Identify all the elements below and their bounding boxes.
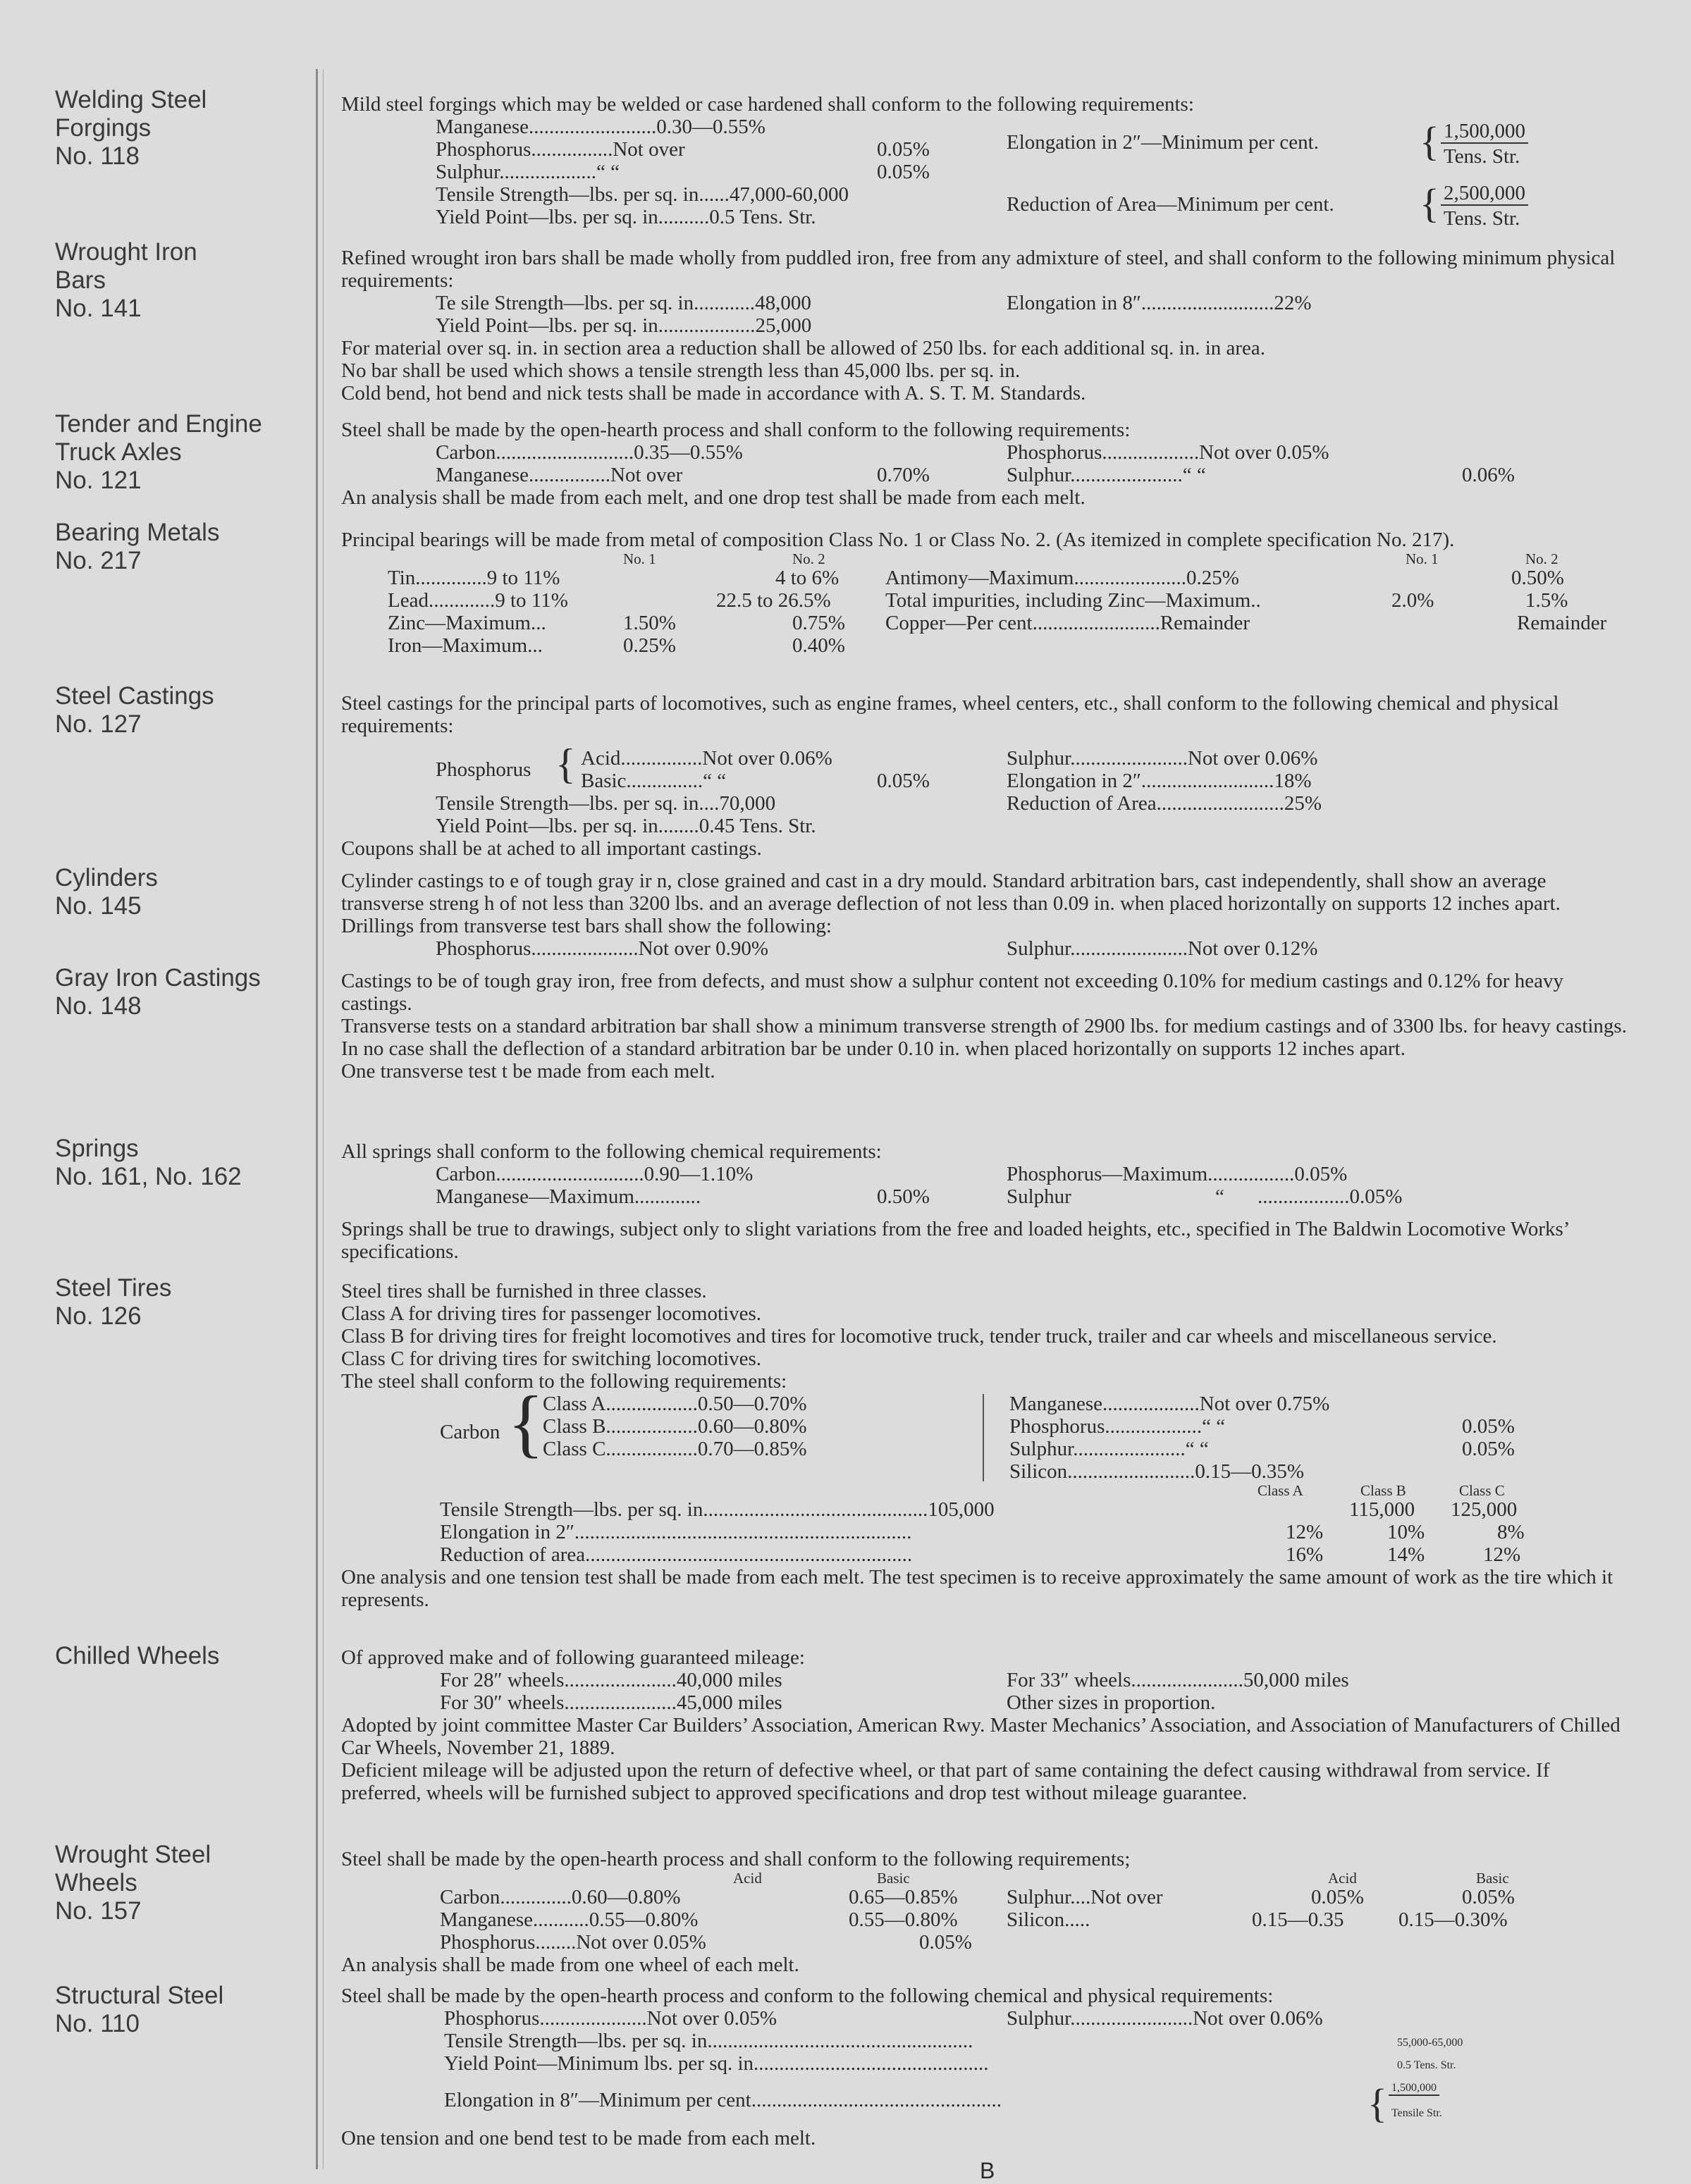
spec-silicon: Silicon.........................0.15—0.35% — [1009, 1460, 1305, 1483]
spec-yield: Yield Point—lbs. per sq. in...................25,000 — [436, 314, 812, 337]
section-label — [55, 682, 309, 739]
spec-copper: Copper—Per cent.........................Remainder — [885, 612, 1250, 634]
label-line: Truck Axles — [55, 438, 182, 466]
note-line: Class C for driving tires for switching locomotives. — [341, 1347, 762, 1370]
spec-sulphur: Sulphur — [1007, 1185, 1071, 1208]
label-line: Forgings — [55, 114, 152, 142]
section-label — [55, 1642, 309, 1670]
label-line: Cylinders — [55, 864, 158, 892]
spec-sulphur-value: 0.05% — [877, 161, 930, 183]
note-line: Coupons shall be at ached to all important castings. — [341, 837, 762, 860]
label-line: Wheels — [55, 1869, 137, 1896]
spec-tensile: Te sile Strength—lbs. per sq. in............48,000 — [436, 292, 811, 314]
spec-tin: Tin..............9 to 11% — [388, 567, 560, 589]
intro-text: Steel shall be made by the open-hearth process and conform to the following chemical and physical requirements: — [341, 1985, 1274, 2007]
spec-sulphur: Sulphur.......................Not over 0.12% — [1007, 937, 1318, 960]
fraction-numerator: 2,500,000 — [1441, 182, 1528, 206]
col-header-no2-right: No. 2 — [1525, 550, 1558, 567]
spec-lead: Lead.............9 to 11% — [388, 589, 568, 612]
intro-text: All springs shall conform to the following chemical requirements: — [341, 1140, 882, 1163]
intro-text: Steel shall be made by the open-hearth process and shall conform to the following requirements: — [341, 419, 1131, 441]
label-line: No. 118 — [55, 142, 140, 170]
col-header-class-b: Class B — [1360, 1482, 1406, 1499]
note-line: For material over sq. in. in section area a reduction shall be allowed of 250 lbs. for each additional sq. in. in area. — [341, 337, 1266, 359]
spec-reduction-class-b: 14% — [1387, 1543, 1425, 1566]
label-line: Welding Steel — [55, 86, 207, 113]
spec-elongation-class-a: 12% — [1286, 1521, 1324, 1543]
spec-class-c: Class C..................0.70—0.85% — [543, 1438, 807, 1460]
spec-phosphorus: Phosphorus................Not over — [436, 138, 685, 161]
spec-iron: Iron—Maximum... — [388, 634, 543, 657]
col-header-no2: No. 2 — [792, 550, 825, 567]
section-label — [55, 1841, 309, 1925]
note-line: The steel shall conform to the following requirements: — [341, 1370, 787, 1393]
label-line: Wrought Steel — [55, 1841, 211, 1868]
brace: { — [555, 741, 576, 787]
spec-sulphur: Sulphur.......................Not over 0.06% — [1007, 747, 1318, 770]
note-line: Steel tires shall be furnished in three classes. — [341, 1280, 707, 1302]
col-header-basic: Basic — [877, 1870, 910, 1887]
spec-carbon: Carbon..............0.60—0.80% — [440, 1886, 681, 1908]
spec-yield: Yield Point—lbs. per sq. in..........0.5 Tens. Str. — [436, 206, 816, 228]
spec-yield-value: 0.5 Tens. Str. — [1397, 2059, 1456, 2071]
spec-basic: Basic...............“ “ — [581, 770, 727, 792]
section-label — [55, 864, 309, 920]
spec-yield: Yield Point—lbs. per sq. in........0.45 Tens. Str. — [436, 815, 816, 837]
note-line: Cold bend, hot bend and nick tests shall be made in accordance with A. S. T. M. Standards. — [341, 382, 1086, 405]
spec-lead-no2: 22.5 to 26.5% — [716, 589, 831, 612]
note-line: Springs shall be true to drawings, subject only to slight variations from the free and loaded heights, etc., specified in The Baldwin Locomotive Works’ specifications. — [341, 1218, 1569, 1263]
intro-text: Steel shall be made by the open-hearth process and shall conform to the following requirements; — [341, 1848, 1131, 1870]
spec-zinc: Zinc—Maximum... — [388, 612, 546, 634]
spec-iron-no2: 0.40% — [792, 634, 845, 657]
fraction-numerator: 1,500,000 — [1389, 2082, 1439, 2096]
label-line: Bars — [55, 266, 106, 294]
spec-sulphur-acid: 0.05% — [1311, 1886, 1364, 1908]
spec-carbon: Carbon — [440, 1421, 500, 1443]
spec-sulphur: Sulphur....Not over — [1007, 1886, 1163, 1908]
label-line: Tender and Engine — [55, 410, 262, 438]
spec-antimony: Antimony—Maximum......................0.25% — [885, 567, 1239, 589]
label-line: No. 148 — [55, 992, 142, 1020]
spec-phosphorus: Phosphorus...................“ “ — [1009, 1415, 1226, 1438]
spec-copper-no2: Remainder — [1517, 612, 1607, 634]
spec-impurities-no1: 2.0% — [1391, 589, 1434, 612]
spec-tensile: Tensile Strength—lbs. per sq. in.................................................... — [444, 2030, 973, 2052]
spec-carbon: Carbon.............................0.90—1.10% — [436, 1163, 754, 1185]
spec-tensile: Tensile Strength—lbs. per sq. in............................................105,000 — [440, 1498, 995, 1521]
label-line: No. 110 — [55, 2010, 140, 2037]
spec-phosphorus: Phosphorus...................Not over 0.05% — [1007, 441, 1329, 464]
spec-manganese: Manganese—Maximum............. — [436, 1185, 701, 1208]
spec-tensile-class-b: 115,000 — [1349, 1498, 1415, 1521]
spec-silicon-acid: 0.15—0.35 — [1252, 1908, 1344, 1931]
col-header-class-a: Class A — [1258, 1482, 1303, 1499]
spec-sulphur-value: 0.06% — [1462, 464, 1515, 486]
label-line: Chilled Wheels — [55, 1642, 220, 1670]
spec-reduction: Reduction of area................................................................ — [440, 1543, 913, 1566]
spec-30-wheels: For 30″ wheels......................45,000 miles — [440, 1691, 782, 1714]
spec-silicon-basic: 0.15—0.30% — [1398, 1908, 1508, 1931]
note-line: In no case shall the deflection of a standard arbitration bar be under 0.10 in. when placed horizontally on supports 12 inches apart. — [341, 1037, 1406, 1060]
note-line: Class B for driving tires for freight locomotives and tires for locomotive truck, tender truck, trailer and car wheels and miscellaneous service. — [341, 1325, 1497, 1347]
brace: { — [508, 1381, 544, 1465]
spec-silicon: Silicon..... — [1007, 1908, 1090, 1931]
note-line: One transverse test t be made from each melt. — [341, 1060, 715, 1082]
col-header-acid: Acid — [733, 1870, 762, 1887]
spec-impurities: Total impurities, including Zinc—Maximum.. — [885, 589, 1261, 612]
fraction-denominator: Tens. Str. — [1444, 145, 1520, 168]
spec-sulphur-ditto: “ — [1215, 1185, 1224, 1208]
spec-class-b: Class B..................0.60—0.80% — [543, 1415, 807, 1438]
col-header-no1-right: No. 1 — [1406, 550, 1439, 567]
label-line: No. 127 — [55, 710, 142, 738]
spec-iron-no1: 0.25% — [623, 634, 676, 657]
note-line: Castings to be of tough gray iron, free from defects, and must show a sulphur content not exceeding 0.10% for medium castings and 0.12% for heavy castings. — [341, 970, 1563, 1015]
spec-carbon-basic: 0.65—0.85% — [849, 1886, 958, 1908]
section-label — [55, 964, 309, 1020]
note-line: An analysis shall be made from one wheel of each melt. — [341, 1954, 799, 1976]
spec-manganese: Manganese...................Not over 0.75% — [1009, 1393, 1330, 1415]
spec-carbon: Carbon...........................0.35—0.55% — [436, 441, 743, 464]
spec-tensile: Tensile Strength—lbs. per sq. in......47,000-60,000 — [436, 183, 849, 206]
spec-tensile-class-c: 125,000 — [1451, 1498, 1518, 1521]
intro-text: Principal bearings will be made from metal of composition Class No. 1 or Class No. 2. (As itemized in complete specification No. 217). — [341, 529, 1455, 551]
spec-other-sizes: Other sizes in proportion. — [1007, 1691, 1216, 1714]
spec-manganese: Manganese.........................0.30—0.55% — [436, 116, 765, 138]
col-header-acid-right: Acid — [1328, 1870, 1357, 1887]
label-line: Wrought Iron — [55, 238, 197, 266]
note-line: One analysis and one tension test shall be made from each melt. The test specimen is to receive approximately the same amount of work as the tire which it represents. — [341, 1566, 1613, 1611]
label-line: No. 157 — [55, 1897, 142, 1925]
spec-phosphorus: Phosphorus.....................Not over 0.05% — [444, 2007, 777, 2030]
spec-elongation: Elongation in 2″..........................18% — [1007, 770, 1312, 792]
label-line: Structural Steel — [55, 1982, 224, 2009]
label-line: Steel Tires — [55, 1274, 172, 1302]
note-line: Class A for driving tires for passenger locomotives. — [341, 1302, 762, 1325]
spec-zinc-no1: 1.50% — [623, 612, 676, 634]
spec-acid: Acid................Not over 0.06% — [581, 747, 832, 770]
spec-sulphur-basic: 0.05% — [1462, 1886, 1515, 1908]
spec-sulphur: Sulphur......................“ “ — [1009, 1438, 1209, 1460]
spec-yield: Yield Point—Minimum lbs. per sq. in.............................................. — [444, 2052, 989, 2075]
intro-text: Of approved make and of following guaranteed mileage: — [341, 1646, 805, 1669]
section-label — [55, 1135, 309, 1191]
note-line: An analysis shall be made from each melt, and one drop test shall be made from each melt. — [341, 486, 1086, 509]
spec-manganese-value: 0.50% — [877, 1185, 930, 1208]
label-line: No. 126 — [55, 1302, 142, 1330]
note-line: Adopted by joint committee Master Car Builders’ Association, American Rwy. Master Mechanics’ Association, and Association of Manufacturers of Chilled Car Wheels, November 21, 1889. — [341, 1714, 1621, 1759]
section-label — [55, 519, 309, 575]
fraction-denominator: Tensile Str. — [1391, 2107, 1442, 2119]
label-line: Bearing Metals — [55, 519, 220, 546]
spec-manganese: Manganese................Not over — [436, 464, 683, 486]
spec-elongation-class-b: 10% — [1387, 1521, 1425, 1543]
spec-manganese-value: 0.70% — [877, 464, 930, 486]
label-line: No. 161, No. 162 — [55, 1163, 242, 1190]
spec-sulphur: Sulphur......................“ “ — [1007, 464, 1206, 486]
section-label — [55, 86, 309, 171]
spec-sulphur: Sulphur........................Not over 0.06% — [1007, 2007, 1323, 2030]
spec-33-wheels: For 33″ wheels......................50,000 miles — [1007, 1669, 1349, 1691]
spec-phosphorus: Phosphorus........Not over 0.05% — [440, 1931, 706, 1954]
label-line: No. 121 — [55, 467, 142, 494]
spec-sulphur: Sulphur...................“ “ — [436, 161, 620, 183]
section-label — [55, 1274, 309, 1331]
margin-rule-inner — [323, 69, 324, 2169]
spec-elongation: Elongation in 8″..........................22% — [1007, 292, 1312, 314]
intro-text: Steel castings for the principal parts of locomotives, such as engine frames, wheel centers, etc., shall conform to the following chemical and physical requirements: — [341, 692, 1559, 737]
label-line: Gray Iron Castings — [55, 964, 261, 992]
spec-phosphorus: Phosphorus.....................Not over 0.90% — [436, 937, 769, 960]
spec-impurities-no2: 1.5% — [1525, 589, 1568, 612]
note-line: No bar shall be used which shows a tensile strength less than 45,000 lbs. per sq. in. — [341, 359, 1021, 382]
spec-phosphorus-value: 0.05% — [1462, 1415, 1515, 1438]
spec-elongation: Elongation in 2″—Minimum per cent. — [1007, 131, 1319, 154]
spec-28-wheels: For 28″ wheels......................40,000 miles — [440, 1669, 782, 1691]
note-line: Transverse tests on a standard arbitration bar shall show a minimum transverse strength of 2900 lbs. for medium castings and of 3300 lbs. for heavy castings. — [341, 1015, 1627, 1037]
spec-basic-value: 0.05% — [877, 770, 930, 792]
spec-phosphorus: Phosphorus—Maximum.................0.05% — [1007, 1163, 1348, 1185]
spec-sulphur-value: 0.05% — [1462, 1438, 1515, 1460]
spec-tin-no2: 4 to 6% — [775, 567, 840, 589]
margin-rule — [316, 69, 318, 2169]
spec-phosphorus-basic: 0.05% — [919, 1931, 972, 1954]
intro-text: Cylinder castings to e of tough gray ir n, close grained and cast in a dry mould. Standard arbitration bars, cast independently, shall show an average transverse streng h of not less than 3200 lbs. and an average deflection of not less than 0.09 in. when placed horizontally on supports 12 inches apart. Drillings from transverse test bars shall show the following: — [341, 870, 1561, 937]
spec-elongation-class-c: 8% — [1497, 1521, 1525, 1543]
note-line: One tension and one bend test to be made from each melt. — [341, 2127, 816, 2149]
fraction-denominator: Tens. Str. — [1444, 207, 1520, 230]
label-line: No. 145 — [55, 892, 142, 920]
section-label — [55, 238, 309, 323]
spec-elongation: Elongation in 8″—Minimum per cent................................................. — [444, 2089, 1002, 2111]
label-line: Springs — [55, 1135, 139, 1162]
section-label — [55, 1982, 309, 2038]
col-header-basic-right: Basic — [1476, 1870, 1509, 1887]
page-number: B — [980, 2158, 995, 2183]
spec-manganese: Manganese...........0.55—0.80% — [440, 1908, 699, 1931]
spec-reduction-class-c: 12% — [1483, 1543, 1521, 1566]
spec-phosphorus-value: 0.05% — [877, 138, 930, 161]
spec-class-a: Class A..................0.50—0.70% — [543, 1393, 807, 1415]
spec-manganese-basic: 0.55—0.80% — [849, 1908, 958, 1931]
spec-tensile-value: 55,000-65,000 — [1397, 2037, 1463, 2049]
col-header-no1: No. 1 — [623, 550, 656, 567]
spec-reduction: Reduction of Area.........................25% — [1007, 792, 1322, 815]
spec-tensile: Tensile Strength—lbs. per sq. in....70,000 — [436, 792, 776, 815]
spec-elongation: Elongation in 2″.................................................................. — [440, 1521, 912, 1543]
intro-text: Refined wrought iron bars shall be made wholly from puddled iron, free from any admixture of steel, and shall conform to the following minimum physical requirements: — [341, 247, 1616, 292]
spec-phosphorus: Phosphorus — [436, 758, 531, 781]
label-line: No. 217 — [55, 547, 142, 574]
section-label — [55, 410, 309, 495]
col-header-class-c: Class C — [1459, 1482, 1505, 1499]
spec-reduction-class-a: 16% — [1286, 1543, 1324, 1566]
spec-zinc-no2: 0.75% — [792, 612, 845, 634]
intro-text: Mild steel forgings which may be welded or case hardened shall conform to the following requirements: — [341, 93, 1194, 116]
spec-sulphur-value: ..................0.05% — [1258, 1185, 1403, 1208]
note-line: Deficient mileage will be adjusted upon the return of defective wheel, or that part of same containing the defect causing withdrawal from service. If preferred, wheels will be furnished subject to approved specifications and drop test without mileage guarantee. — [341, 1759, 1550, 1804]
spec-antimony-no2: 0.50% — [1511, 567, 1564, 589]
spec-reduction: Reduction of Area—Minimum per cent. — [1007, 193, 1334, 216]
fraction-numerator: 1,500,000 — [1441, 120, 1528, 144]
column-divider — [983, 1394, 984, 1481]
label-line: No. 141 — [55, 295, 142, 322]
label-line: Steel Castings — [55, 682, 214, 710]
